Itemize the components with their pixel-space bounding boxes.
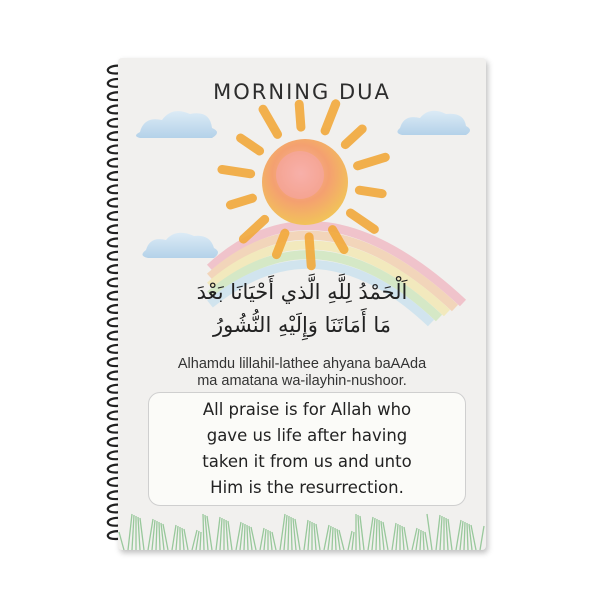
meaning-line: Him is the resurrection. [210,478,404,497]
meaning-line: All praise is for Allah who [202,400,412,419]
meaning-box [148,392,466,506]
transliteration-line: Alhamdu lillahil-lathee ahyana baAAda [177,356,427,372]
notebook-cover [118,58,486,550]
arabic-text-line: اَلْحَمْدُ لِلَّهِ الَّذي أَحْيَانَا بَعْدَ [196,280,408,304]
grass-illustration [119,514,484,550]
transliteration-line: ma amatana wa-ilayhin-nushoor. [197,373,407,389]
arabic-text-line: مَا أَمَاتَنَا وَإِلَيْهِ النُّشُورُ [213,313,391,337]
cloud-illustration [142,233,218,258]
cloud-illustration [136,111,217,138]
cloud-illustration [397,111,470,135]
page-title: MORNING DUA [213,80,391,104]
meaning-line: taken it from us and unto [202,452,412,471]
meaning-line: gave us life after having [206,426,408,445]
